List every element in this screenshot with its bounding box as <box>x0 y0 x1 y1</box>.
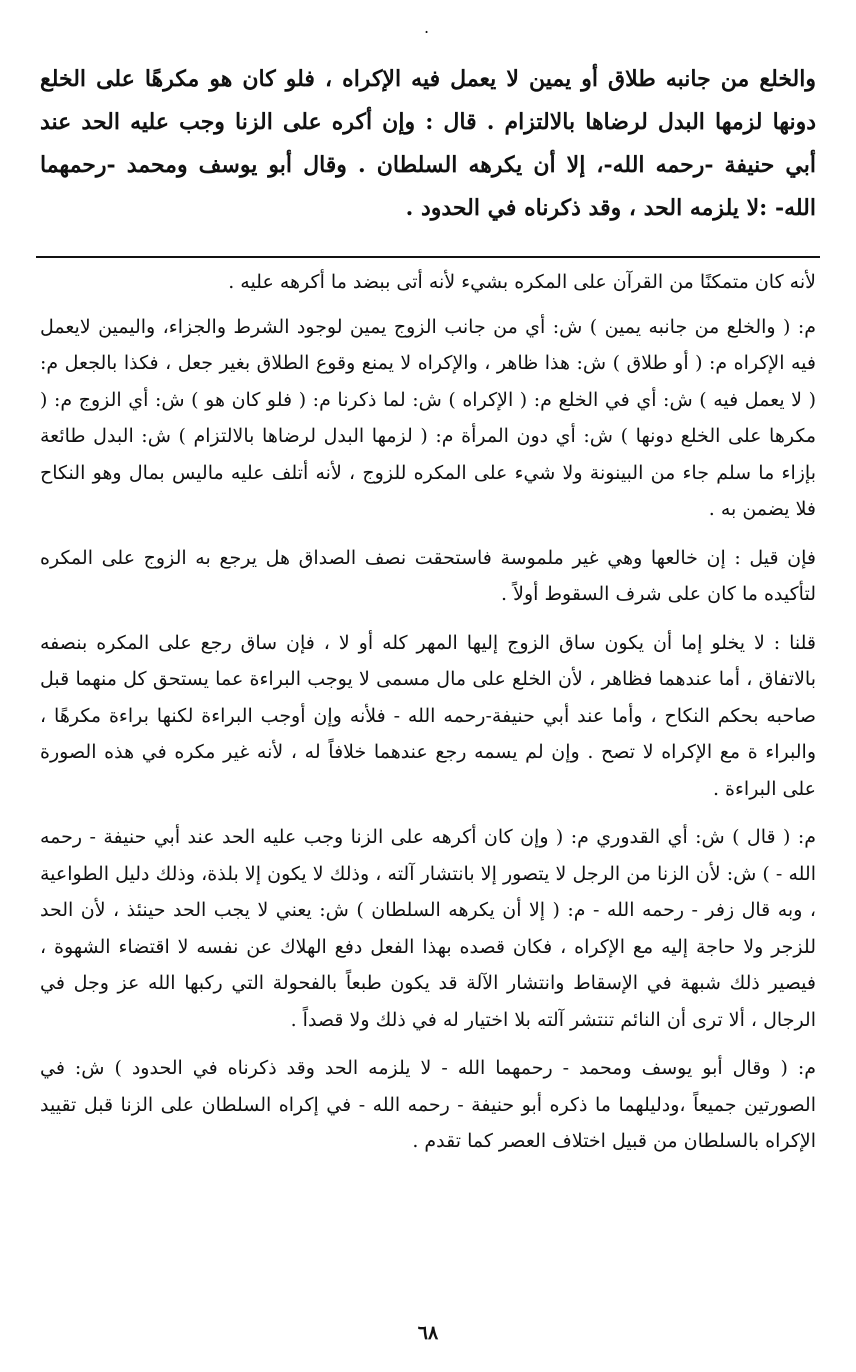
page-number: ٦٨ <box>417 1322 439 1344</box>
commentary-paragraph: لأنه كان متمكنًا من القرآن على المكره بشيء لأنه أتى ببضد ما أكرهه عليه . <box>228 271 816 293</box>
commentary-paragraph: م: ( وقال أبو يوسف ومحمد - رحمهما الله - لا يلزمه الحد وقد ذكرناه في الحدود ) ش: في الصورتين جميعاً ،ودليلهما ما ذكره أبو حنيفة - رحمه الله - في إكراه السلطان على الزنا قبل تقييد الإكراه بالسلطان من قبيل اختلاف العصر كما تقدم . <box>40 1057 816 1152</box>
commentary-paragraph: م: ( والخلع من جانبه يمين ) ش: أي من جانب الزوج يمين لوجود الشرط والجزاء، واليمين لايعمل فيه الإكراه م: ( أو طلاق ) ش: هذا ظاهر ، والإكراه لا يمنع وقوع الطلاق بغير جعل ، فكذا بالجعل م: ( لا يعمل فيه ) ش: أي في الخلع م: ( الإكراه ) ش: لما ذكرنا م: ( فلو كان هو ) ش: أي الزوج م: ( مكرها على الخلع دونها ) ش: أي دون المرأة م: ( لزمها البدل لرضاها بالالتزام ) ش: البدل طائعة بإزاء ما سلم جاء من البينونة ولا شيء على المكره للزوج ، لأنه أتلف عليه ماليس بمال وهو النكاح فلا يضمن به . <box>40 315 816 520</box>
commentary-paragraph: فإن قيل : إن خالعها وهي غير ملموسة فاستحقت نصف الصداق هل يرجع به الزوج على المكره لتأكيده ما كان على شرف السقوط أولاً . <box>40 546 816 605</box>
main-text-block <box>40 58 816 230</box>
commentary-paragraph: م: ( قال ) ش: أي القدوري م: ( وإن كان أكرهه على الزنا وجب عليه الحد عند أبي حنيفة - رحمه الله - ) ش: لأن الزنا من الرجل لا يتصور إلا بانتشار آلته ، وذلك لا يكون إلا بلذة، وذلك دليل الطواعية ، وبه قال زفر - رحمه الله - م: ( إلا أن يكرهه السلطان ) ش: يعني لا يجب الحد حينئذ ، لأن الحد للزجر ولا حاجة إليه مع الإكراه ، فكان قصده بهذا الفعل دفع الهلاك عن نفسه لا اقتضاء الشهوة ، فيصير ذلك شبهة في الإسقاط وانتشار الآلة قد يكون طبعاً بالفحولة التي ركبها الله عز وجل في الرجال ، ألا ترى أن النائم تنتشر آلته بلا اختيار له في ذلك ولا قصداً . <box>40 826 816 1031</box>
page-mark-dot: . <box>424 18 430 37</box>
commentary-block <box>40 264 816 1172</box>
separator-rule <box>36 256 820 258</box>
commentary-paragraph: قلنا : لا يخلو إما أن يكون ساق الزوج إليها المهر كله أو لا ، فإن ساق رجع على المكره بنصفه بالاتفاق ، أما عندهما فظاهر ، لأن الخلع على مال مسمى لا يوجب البراءة عما يستحق كل منهما قبل صاحبه بحكم النكاح ، وأما عند أبي حنيفة-رحمه الله - فلأنه وإن أوجب البراءة لكنها براءة مكرهًا ، والبراء ة مع الإكراه لا تصح . وإن لم يسمه رجع عندهما خلافاً له ، لأنه غير مكره في هذه الصورة على البراءة . <box>40 631 816 800</box>
main-text-paragraph: والخلع من جانبه طلاق أو يمين لا يعمل فيه الإكراه ، فلو كان هو مكرهًا على الخلع دونها لزمها البدل لرضاها بالالتزام . قال : وإن أكره على الزنا وجب عليه الحد عند أبي حنيفة -رحمه الله-، إلا أن يكرهه السلطان . وقال أبو يوسف ومحمد -رحمهما الله- :لا يلزمه الحد ، وقد ذكرناه في الحدود . <box>40 66 816 221</box>
